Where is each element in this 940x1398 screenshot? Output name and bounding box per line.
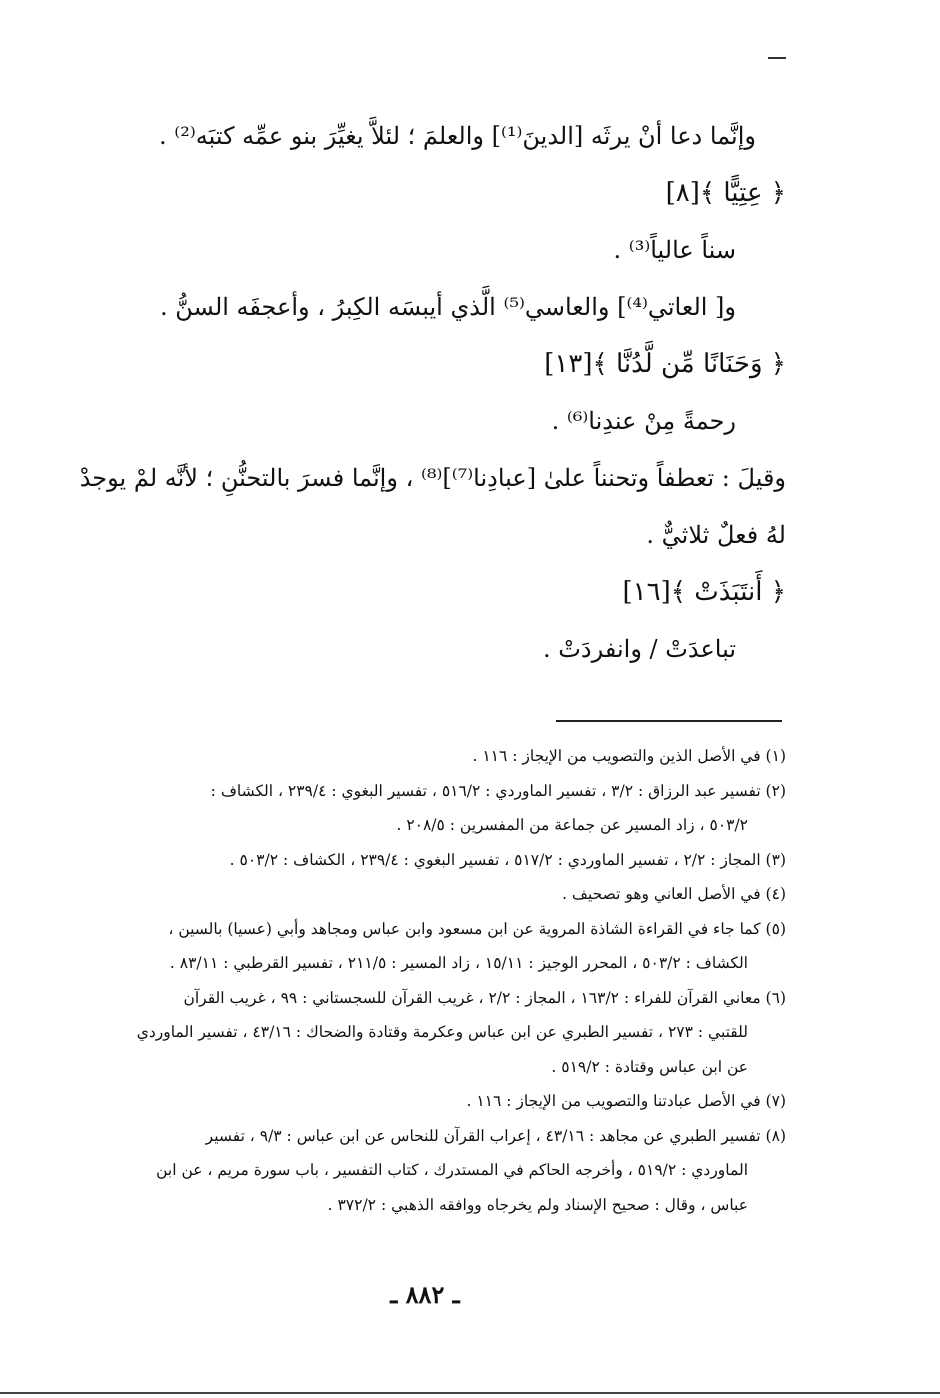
footnote-line: (٤) في الأصل العاني وهو تصحيف .	[562, 885, 786, 903]
quran-verse-heading: ﴿ عِتِيًّا ﴾[٨]	[665, 178, 786, 208]
text-line: سناً عالياً⁽³⁾ .	[613, 236, 736, 264]
footnote-line: (١) في الأصل الذين والتصويب من الإيجاز : ١١٦ .	[472, 747, 786, 765]
corner-dash	[768, 57, 786, 59]
footnote-line: (٨) تفسير الطبري عن مجاهد : ٤٣/١٦ ، إعراب القرآن للنحاس عن ابن عباس : ٩/٣ ، تفسير	[205, 1126, 786, 1145]
text-line: وإنَّما دعا أنْ يرثَه [الدينَ⁽¹⁾] والعلمَ ؛ لئلاَّ يغيِّرَ بنو عمِّه كتبَه⁽²⁾ .	[159, 122, 756, 150]
footnote-line: عن ابن عباس وقتادة : ٥١٩/٢ .	[551, 1057, 748, 1076]
quran-verse-heading: ﴿ أَنتَبَذَتْ ﴾[١٦]	[622, 577, 786, 607]
quran-verse-heading: ﴿ وَحَنَانًا مِّن لَّدُنَّا ﴾[١٣]	[544, 349, 786, 379]
footnote-line: للقتبي : ٢٧٣ ، تفسير الطبري عن ابن عباس وعكرمة وقتادة والضحاك : ٤٣/١٦ ، تفسير الماوردي	[136, 1023, 748, 1041]
main-text-block	[78, 108, 786, 678]
footnote-line: (٦) معاني القرآن للفراء : ١٦٣/٢ ، المجاز : ٢/٢ ، غريب القرآن للسجستاني : ٩٩ ، غريب القرآن	[183, 988, 786, 1007]
footnote-line: الكشاف : ٥٠٣/٢ ، المحرر الوجيز : ١٥/١١ ، زاد المسير : ٢١١/٥ ، تفسير القرطبي : ٨٣/١١ .	[169, 954, 748, 972]
footnote-separator	[556, 720, 782, 722]
footnote-line: (٥) كما جاء في القراءة الشاذة المروية عن ابن مسعود وابن عباس ومجاهد وأبي (عسيا) بالسين ،	[168, 919, 786, 938]
bottom-edge-line	[0, 1392, 940, 1394]
text-line: رحمةً مِنْ عندِنا⁽⁶⁾ .	[551, 407, 736, 435]
page-number: ـ ٨٨٢ ـ	[390, 1280, 460, 1309]
text-line: و[ العاتي⁽⁴⁾] والعاسي⁽⁵⁾ الَّذي أيبسَه الكِبرُ ، وأعجفَه السنُّ .	[160, 293, 736, 321]
footnote-line: (٧) في الأصل عبادتنا والتصويب من الإيجاز : ١١٦ .	[466, 1092, 786, 1110]
text-line: تباعدَتْ / وانفردَتْ .	[543, 635, 736, 663]
footnote-line: (٣) المجاز : ٢/٢ ، تفسير الماوردي : ٥١٧/٢ ، تفسير البغوي : ٢٣٩/٤ ، الكشاف : ٥٠٣/٢ .	[229, 850, 786, 869]
footnotes-block	[78, 739, 786, 1222]
footnote-line: (٢) تفسير عبد الرزاق : ٣/٢ ، تفسير الماوردي : ٥١٦/٢ ، تفسير البغوي : ٢٣٩/٤ ، الكشاف :	[210, 781, 786, 800]
footnote-line: الماوردي : ٥١٩/٢ ، وأخرجه الحاكم في المستدرك ، كتاب التفسير ، باب سورة مريم ، عن ابن	[156, 1161, 748, 1179]
text-line: وقيلَ : تعطفاً وتحنناً علىٰ [عبادِنا⁽⁷⁾]⁽⁸⁾ ، وإنَّما فسرَ بالتحنُّنِ ؛ لأنَّه لمْ يوجدْ	[79, 464, 786, 492]
footnote-line: ٥٠٣/٢ ، زاد المسير عن جماعة من المفسرين : ٢٠٨/٥ .	[396, 816, 748, 834]
footnote-line: عباس ، وقال : صحيح الإسناد ولم يخرجاه ووافقه الذهبي : ٣٧٢/٢ .	[327, 1195, 748, 1214]
text-line: لهُ فعلٌ ثلاثيٌّ .	[646, 521, 786, 549]
